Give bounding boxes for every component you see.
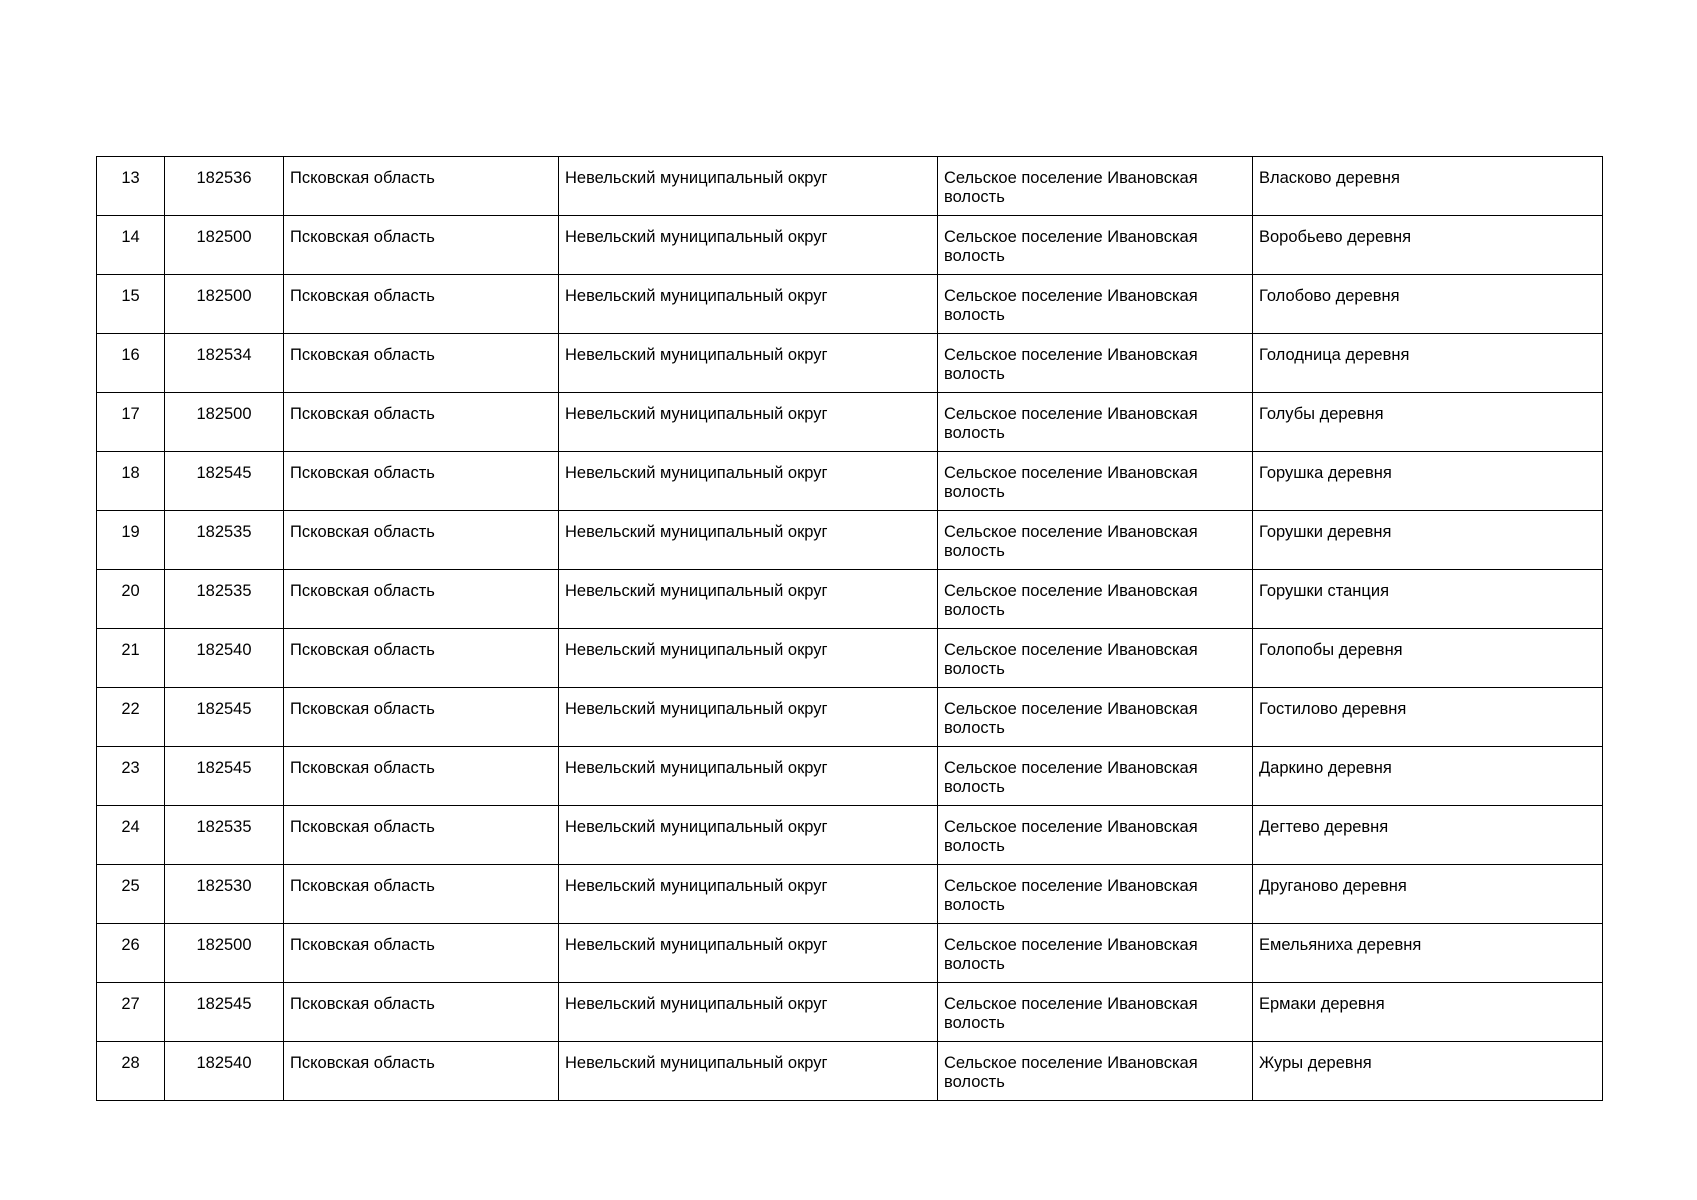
settlement-cell: Сельское поселение Ивановская волость	[938, 452, 1253, 511]
region-cell: Псковская область	[284, 275, 559, 334]
locality-cell: Горушка деревня	[1253, 452, 1603, 511]
settlement-cell: Сельское поселение Ивановская волость	[938, 629, 1253, 688]
locality-cell: Гостилово деревня	[1253, 688, 1603, 747]
row-number-cell: 23	[97, 747, 165, 806]
row-number-cell: 15	[97, 275, 165, 334]
postal-code-cell: 182500	[165, 275, 284, 334]
row-number-cell: 24	[97, 806, 165, 865]
settlement-cell: Сельское поселение Ивановская волость	[938, 393, 1253, 452]
postal-code-cell: 182530	[165, 865, 284, 924]
region-cell: Псковская область	[284, 334, 559, 393]
district-cell: Невельский муниципальный округ	[559, 924, 938, 983]
settlement-cell: Сельское поселение Ивановская волость	[938, 806, 1253, 865]
row-number-cell: 27	[97, 983, 165, 1042]
table-row	[97, 747, 1603, 806]
postal-code-cell: 182534	[165, 334, 284, 393]
settlement-cell: Сельское поселение Ивановская волость	[938, 865, 1253, 924]
region-cell: Псковская область	[284, 806, 559, 865]
district-cell: Невельский муниципальный округ	[559, 157, 938, 216]
table-row	[97, 452, 1603, 511]
postal-code-cell: 182540	[165, 629, 284, 688]
row-number-cell: 18	[97, 452, 165, 511]
settlement-cell: Сельское поселение Ивановская волость	[938, 688, 1253, 747]
locality-cell: Воробьево деревня	[1253, 216, 1603, 275]
district-cell: Невельский муниципальный округ	[559, 865, 938, 924]
district-cell: Невельский муниципальный округ	[559, 747, 938, 806]
district-cell: Невельский муниципальный округ	[559, 806, 938, 865]
settlements-table	[96, 156, 1603, 1101]
settlement-cell: Сельское поселение Ивановская волость	[938, 1042, 1253, 1101]
locality-cell: Голопобы деревня	[1253, 629, 1603, 688]
postal-code-cell: 182500	[165, 924, 284, 983]
locality-cell: Горушки станция	[1253, 570, 1603, 629]
settlement-cell: Сельское поселение Ивановская волость	[938, 747, 1253, 806]
locality-cell: Емельяниха деревня	[1253, 924, 1603, 983]
postal-code-cell: 182540	[165, 1042, 284, 1101]
locality-cell: Ермаки деревня	[1253, 983, 1603, 1042]
region-cell: Псковская область	[284, 1042, 559, 1101]
district-cell: Невельский муниципальный округ	[559, 570, 938, 629]
region-cell: Псковская область	[284, 983, 559, 1042]
district-cell: Невельский муниципальный округ	[559, 216, 938, 275]
region-cell: Псковская область	[284, 452, 559, 511]
settlement-cell: Сельское поселение Ивановская волость	[938, 511, 1253, 570]
district-cell: Невельский муниципальный округ	[559, 393, 938, 452]
row-number-cell: 25	[97, 865, 165, 924]
postal-code-cell: 182500	[165, 216, 284, 275]
postal-code-cell: 182535	[165, 806, 284, 865]
row-number-cell: 22	[97, 688, 165, 747]
region-cell: Псковская область	[284, 865, 559, 924]
table-row	[97, 511, 1603, 570]
row-number-cell: 21	[97, 629, 165, 688]
locality-cell: Журы деревня	[1253, 1042, 1603, 1101]
postal-code-cell: 182545	[165, 688, 284, 747]
postal-code-cell: 182500	[165, 393, 284, 452]
table-row	[97, 806, 1603, 865]
row-number-cell: 13	[97, 157, 165, 216]
postal-code-cell: 182545	[165, 452, 284, 511]
district-cell: Невельский муниципальный округ	[559, 334, 938, 393]
locality-cell: Даркино деревня	[1253, 747, 1603, 806]
region-cell: Псковская область	[284, 924, 559, 983]
postal-code-cell: 182535	[165, 511, 284, 570]
postal-code-cell: 182536	[165, 157, 284, 216]
postal-code-cell: 182545	[165, 747, 284, 806]
row-number-cell: 16	[97, 334, 165, 393]
table-row	[97, 865, 1603, 924]
region-cell: Псковская область	[284, 629, 559, 688]
table-row	[97, 216, 1603, 275]
locality-cell: Голубы деревня	[1253, 393, 1603, 452]
table-row	[97, 393, 1603, 452]
row-number-cell: 26	[97, 924, 165, 983]
settlement-cell: Сельское поселение Ивановская волость	[938, 983, 1253, 1042]
table-row	[97, 983, 1603, 1042]
locality-cell: Голодница деревня	[1253, 334, 1603, 393]
settlement-cell: Сельское поселение Ивановская волость	[938, 334, 1253, 393]
row-number-cell: 17	[97, 393, 165, 452]
locality-cell: Голобово деревня	[1253, 275, 1603, 334]
district-cell: Невельский муниципальный округ	[559, 275, 938, 334]
table-row	[97, 334, 1603, 393]
region-cell: Псковская область	[284, 393, 559, 452]
district-cell: Невельский муниципальный округ	[559, 452, 938, 511]
postal-code-cell: 182545	[165, 983, 284, 1042]
settlement-cell: Сельское поселение Ивановская волость	[938, 924, 1253, 983]
row-number-cell: 28	[97, 1042, 165, 1101]
table-row	[97, 688, 1603, 747]
table-row	[97, 157, 1603, 216]
row-number-cell: 20	[97, 570, 165, 629]
district-cell: Невельский муниципальный округ	[559, 983, 938, 1042]
district-cell: Невельский муниципальный округ	[559, 629, 938, 688]
district-cell: Невельский муниципальный округ	[559, 688, 938, 747]
settlement-cell: Сельское поселение Ивановская волость	[938, 157, 1253, 216]
locality-cell: Горушки деревня	[1253, 511, 1603, 570]
table-row	[97, 1042, 1603, 1101]
region-cell: Псковская область	[284, 747, 559, 806]
settlement-cell: Сельское поселение Ивановская волость	[938, 570, 1253, 629]
locality-cell: Дегтево деревня	[1253, 806, 1603, 865]
locality-cell: Власково деревня	[1253, 157, 1603, 216]
district-cell: Невельский муниципальный округ	[559, 511, 938, 570]
table-row	[97, 570, 1603, 629]
table-body	[97, 157, 1603, 1101]
table-row	[97, 629, 1603, 688]
table-row	[97, 924, 1603, 983]
region-cell: Псковская область	[284, 688, 559, 747]
settlement-cell: Сельское поселение Ивановская волость	[938, 216, 1253, 275]
row-number-cell: 19	[97, 511, 165, 570]
region-cell: Псковская область	[284, 157, 559, 216]
region-cell: Псковская область	[284, 570, 559, 629]
region-cell: Псковская область	[284, 216, 559, 275]
district-cell: Невельский муниципальный округ	[559, 1042, 938, 1101]
table-row	[97, 275, 1603, 334]
settlement-cell: Сельское поселение Ивановская волость	[938, 275, 1253, 334]
locality-cell: Друганово деревня	[1253, 865, 1603, 924]
row-number-cell: 14	[97, 216, 165, 275]
region-cell: Псковская область	[284, 511, 559, 570]
postal-code-cell: 182535	[165, 570, 284, 629]
